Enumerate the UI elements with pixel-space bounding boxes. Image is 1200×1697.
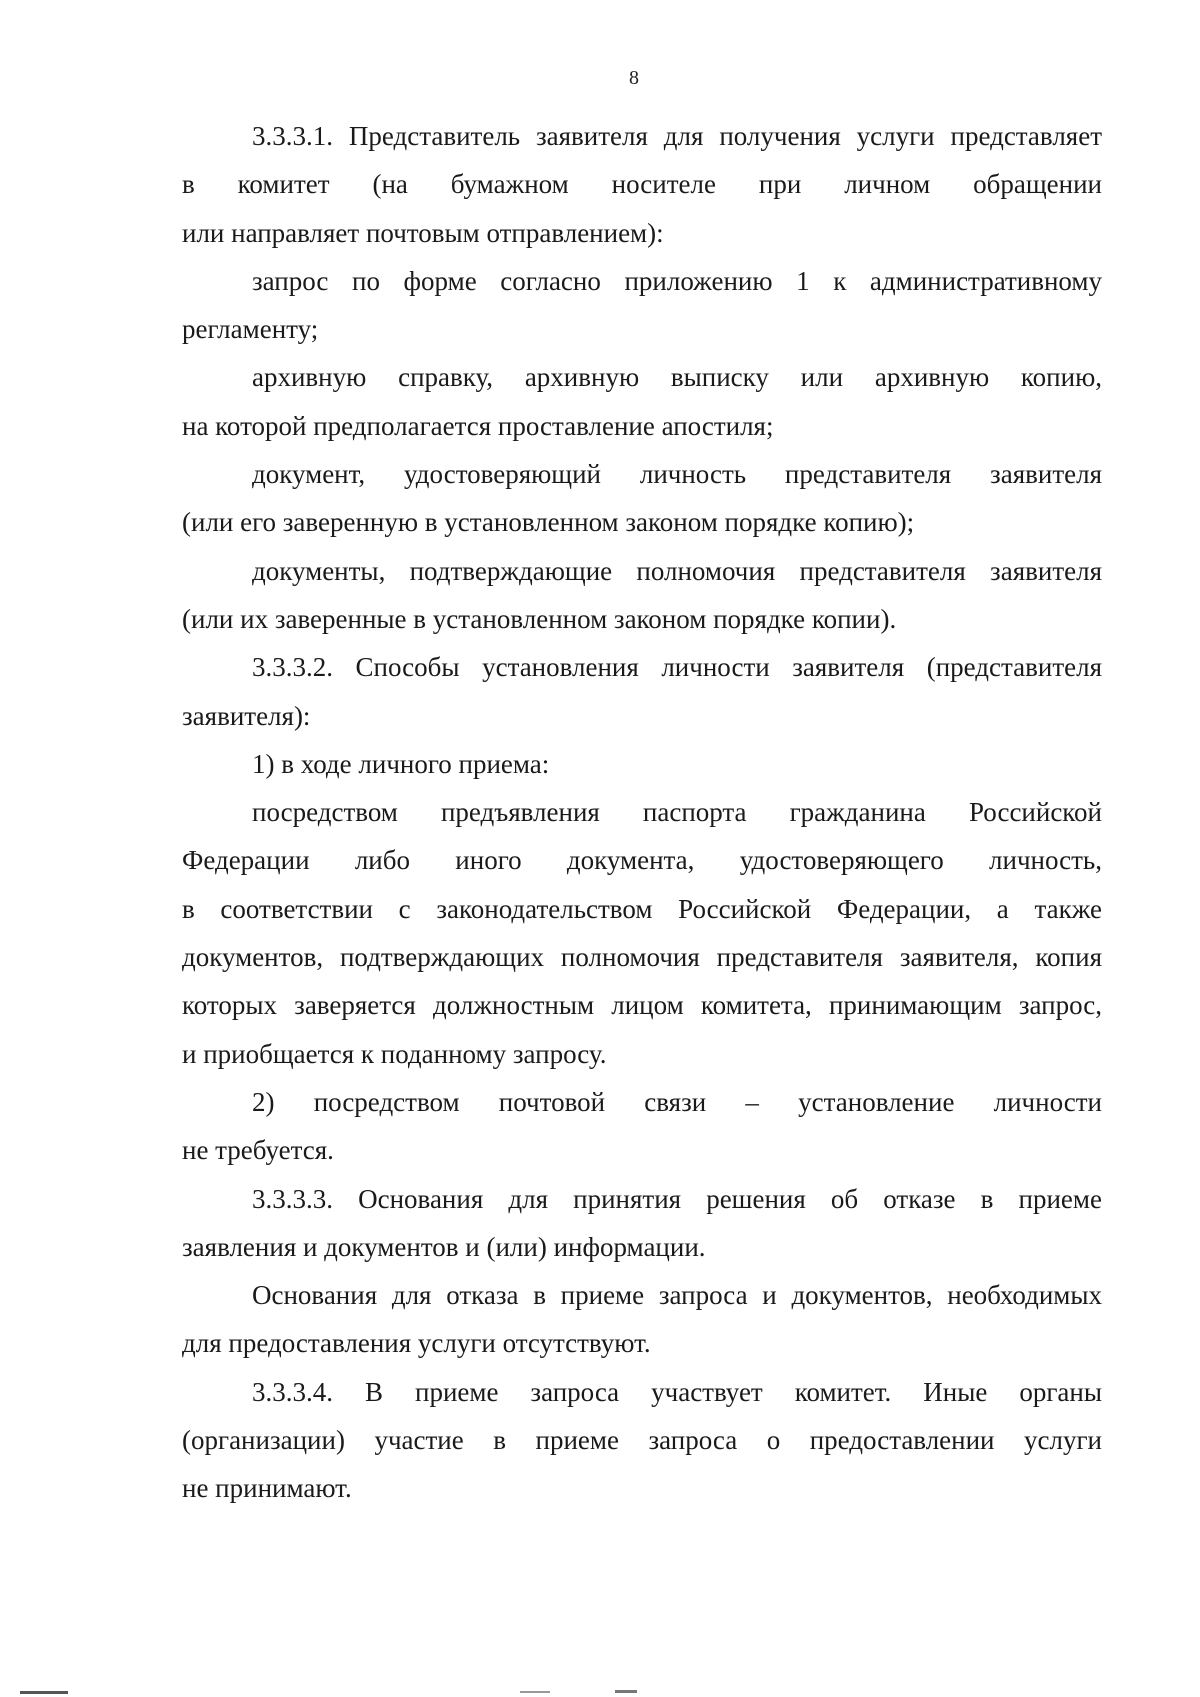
text-line: посредством предъявления паспорта гражданина Российской [252, 797, 1102, 828]
text-line: документ, удостоверяющий личность представителя заявителя [252, 459, 1102, 490]
text-line: заявителя): [182, 700, 311, 731]
text-line: запрос по форме согласно приложению 1 к административному [252, 265, 1102, 296]
text-line: (организации) участие в приеме запроса о предоставлении услуги [182, 1425, 1102, 1456]
text-line: или направляет почтовым отправлением): [182, 217, 664, 248]
text-line: заявления и документов и (или) информации. [182, 1231, 706, 1262]
text-line: не требуется. [182, 1135, 334, 1166]
text-line: 2) посредством почтовой связи – установление личности [252, 1086, 1102, 1117]
text-line: для предоставления услуги отсутствуют. [182, 1328, 651, 1359]
text-line: архивную справку, архивную выписку или архивную копию, [252, 362, 1102, 393]
text-line: 3.3.3.3. Основания для принятия решения об отказе в приеме [252, 1183, 1102, 1214]
text-line: 3.3.3.1. Представитель заявителя для получения услуги представляет [252, 121, 1102, 151]
text-line: в соответствии с законодательством Российской Федерации, а также [182, 893, 1102, 924]
page-number: 8 [629, 67, 639, 89]
text-line: документов, подтверждающих полномочия представителя заявителя, копия [182, 942, 1102, 973]
text-line: которых заверяется должностным лицом комитета, принимающим запрос, [182, 990, 1102, 1021]
document-body [182, 112, 1102, 1513]
text-line: (или их заверенные в установленном законом порядке копии). [182, 603, 897, 634]
text-line: не принимают. [182, 1473, 352, 1504]
text-line: и приобщается к поданному запросу. [182, 1038, 607, 1069]
text-line: на которой предполагается проставление апостиля; [182, 410, 774, 441]
text-line: 1) в ходе личного приема: [252, 748, 550, 779]
text-line: 3.3.3.2. Способы установления личности заявителя (представителя [252, 652, 1102, 683]
text-line: документы, подтверждающие полномочия представителя заявителя [252, 555, 1102, 586]
scan-edge-marks [0, 1688, 1200, 1697]
text-line: (или его заверенную в установленном законом порядке копию); [182, 507, 915, 538]
text-line: регламенту; [182, 314, 319, 345]
text-line: 3.3.3.4. В приеме запроса участвует комитет. Иные органы [252, 1376, 1102, 1407]
text-line: Федерации либо иного документа, удостоверяющего личность, [182, 845, 1102, 876]
text-line: в комитет (на бумажном носителе при личном обращении [182, 169, 1102, 200]
text-line: Основания для отказа в приеме запроса и документов, необходимых [252, 1280, 1102, 1311]
